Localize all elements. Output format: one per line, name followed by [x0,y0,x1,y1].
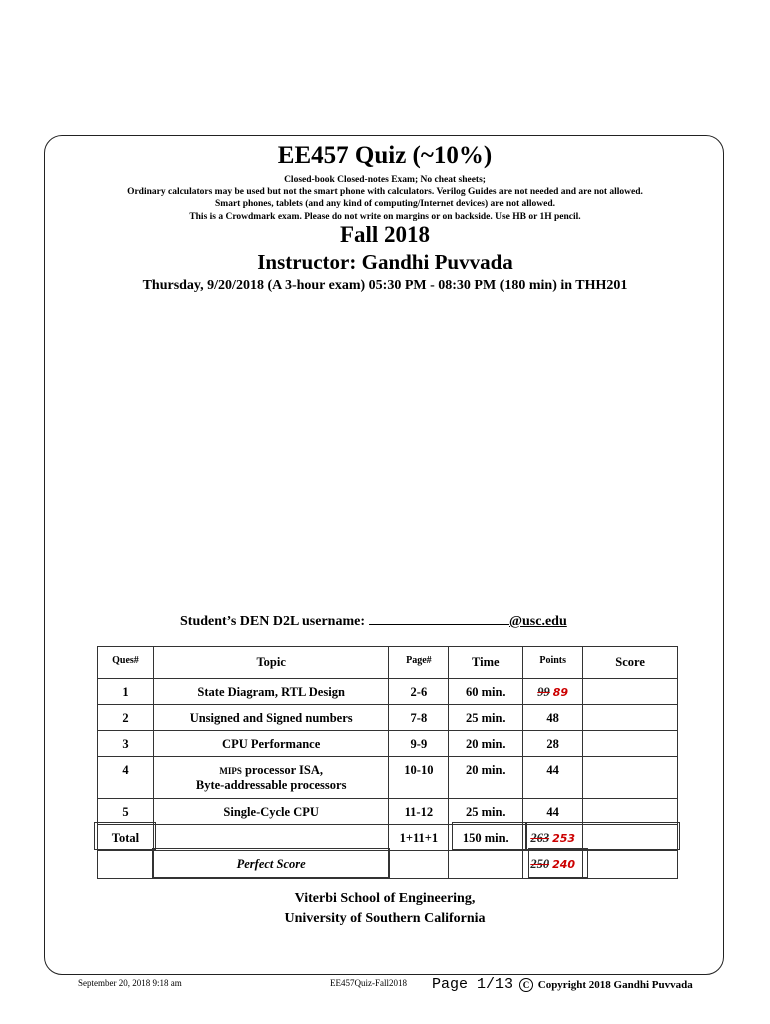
header-points: Points [523,647,583,679]
ques-number: 2 [98,705,154,731]
total-time-box [452,822,526,850]
points-original: 99 [537,685,550,699]
footer-page-number: Page 1/13 [432,976,514,993]
score-cell[interactable] [583,705,678,731]
points [523,679,583,705]
perfect-empty [583,851,678,879]
total-points-box [526,822,680,850]
time: 20 min. [449,731,523,757]
ques-number: 1 [98,679,154,705]
table-row [98,705,678,731]
score-cell[interactable] [583,757,678,799]
points: 48 [523,705,583,731]
perfect-points-box [528,848,588,878]
score-cell[interactable] [583,731,678,757]
total-label-box [94,822,156,850]
exam-note-1: Closed-book Closed-notes Exam; No cheat sheets; [284,175,486,185]
header-score: Score [583,647,678,679]
topic: Unsigned and Signed numbers [153,705,388,731]
exam-schedule: Thursday, 9/20/2018 (A 3-hour exam) 05:30 PM - 08:30 PM (180 min) in THH201 [142,278,628,293]
exam-note-2: Ordinary calculators may be used but not the smart phone with calculators. Verilog Guides are not needed and are not allowed. [127,187,643,197]
time: 25 min. [449,799,523,825]
exam-title: EE457 Quiz (~10%) [277,142,493,169]
university-name: University of Southern California [284,911,486,926]
copyright-icon: C [519,978,533,992]
page-range: 9-9 [389,731,449,757]
page-range: 11-12 [389,799,449,825]
total-topic [153,825,388,851]
header-time: Time [449,647,523,679]
username-line [180,612,573,630]
table-row [98,757,678,799]
time: 60 min. [449,679,523,705]
topic [153,757,388,799]
points: 44 [523,757,583,799]
school-name: Viterbi School of Engineering, [294,891,476,906]
instructor-name: Instructor: Gandhi Puvvada [257,250,513,274]
username-domain: @usc.edu [509,614,567,629]
footer-copyright [519,978,693,992]
page-range: 10-10 [389,757,449,799]
table-header-row [98,647,678,679]
topic: Single-Cycle CPU [153,799,388,825]
topic-line2: Byte-addressable processors [195,778,347,792]
perfect-empty [389,851,449,879]
exam-term: Fall 2018 [339,222,431,247]
total-points-original: 263 [530,831,550,845]
footer-filename: EE457Quiz-Fall2018 [330,978,407,988]
perfect-score-label: Perfect Score [153,851,388,879]
header-page: Page# [389,647,449,679]
perfect-points-corrected: 240 [552,858,576,871]
topic: CPU Performance [153,731,388,757]
points: 28 [523,731,583,757]
points: 44 [523,799,583,825]
perfect-score-box [152,848,390,878]
table-row [98,731,678,757]
ques-number: 3 [98,731,154,757]
username-blank[interactable] [369,612,509,625]
total-time: 150 min. [449,825,523,851]
header-ques: Ques# [98,647,154,679]
time: 20 min. [449,757,523,799]
copyright-text: Copyright 2018 Gandhi Puvvada [537,979,693,991]
time: 25 min. [449,705,523,731]
exam-note-3: Smart phones, tablets (and any kind of computing/Internet devices) are not allowed. [215,199,555,209]
topic-prefix: MIPS [219,766,242,776]
footer-date: September 20, 2018 9:18 am [78,978,182,988]
score-cell[interactable] [583,799,678,825]
total-points-corrected: 253 [552,832,576,845]
header-topic: Topic [153,647,388,679]
topic: State Diagram, RTL Design [153,679,388,705]
ques-number: 5 [98,799,154,825]
exam-note-4: This is a Crowdmark exam. Please do not write on margins or on backside. Use HB or 1H pencil. [189,212,581,222]
page-range: 7-8 [389,705,449,731]
topic-main: processor ISA, [241,763,323,777]
table-row [98,799,678,825]
total-pages: 1+11+1 [389,825,449,851]
score-cell[interactable] [583,679,678,705]
perfect-empty [98,851,154,879]
perfect-empty [449,851,523,879]
username-label: Student’s DEN D2L username: [180,614,365,629]
table-row [98,679,678,705]
ques-number: 4 [98,757,154,799]
total-label: Total [98,825,154,851]
perfect-points-original: 250 [530,857,550,871]
points-corrected: 89 [552,686,569,699]
page-range: 2-6 [389,679,449,705]
